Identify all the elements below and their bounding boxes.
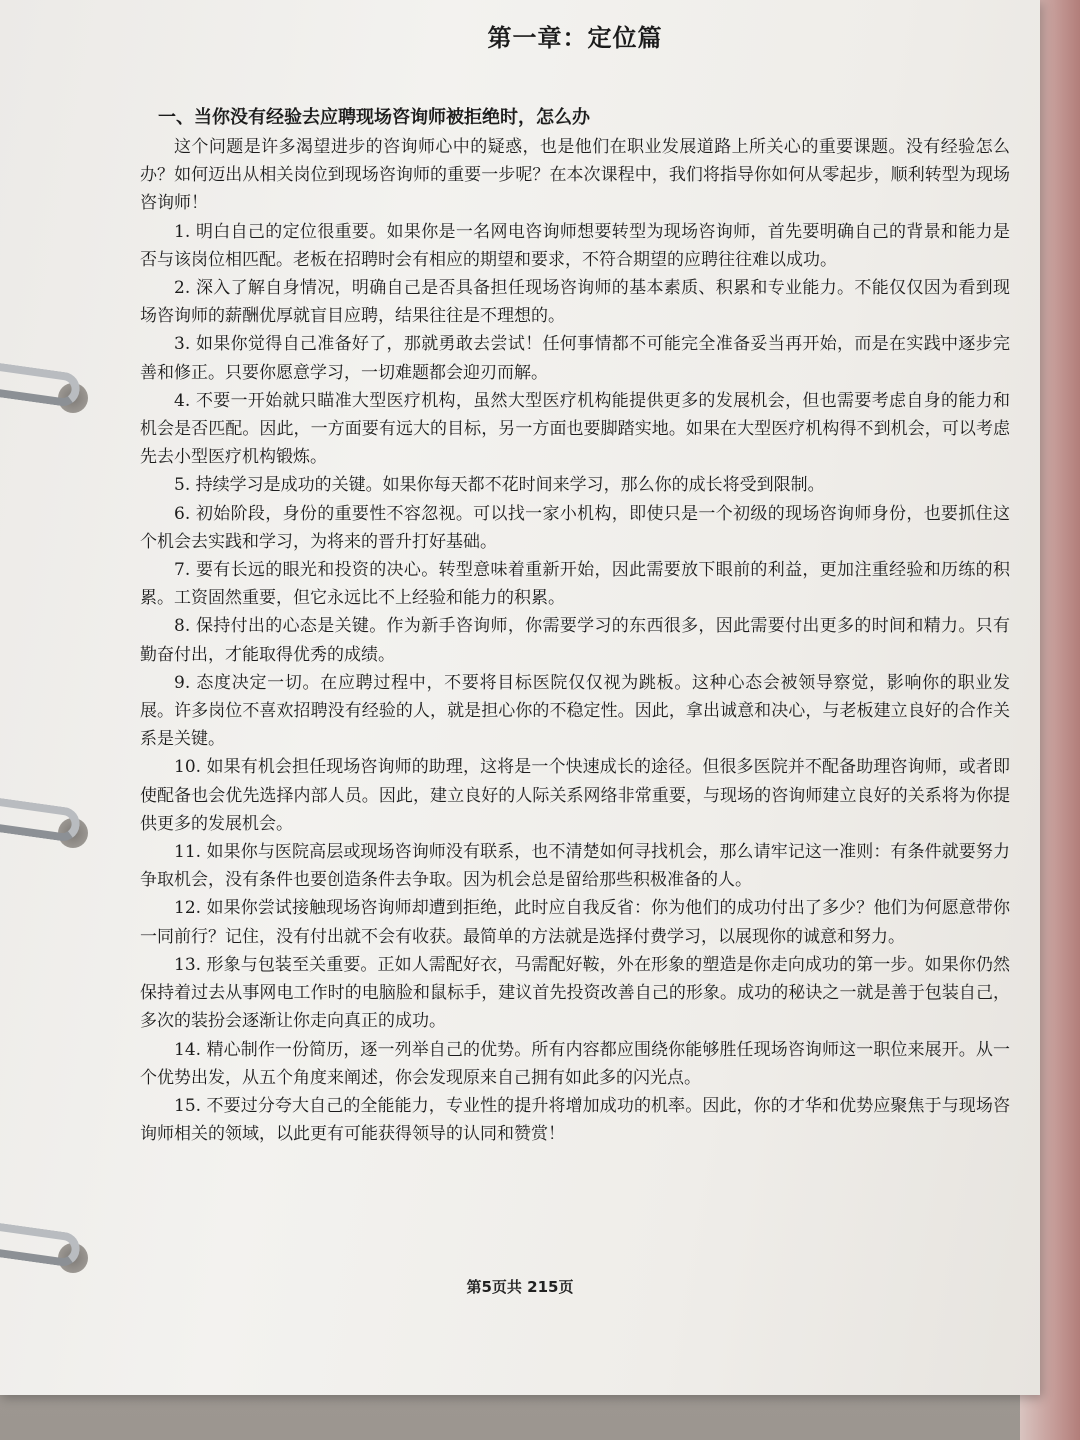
page-footer: 第5页共 215页 [466,1278,574,1296]
paragraph-item-8: 8. 保持付出的心态是关键。作为新手咨询师，你需要学习的东西很多，因此需要付出更多的时间和精力。只有勤奋付出，才能取得优秀的成绩。 [140,616,1010,665]
chapter-title: 第一章：定位篇 [487,24,663,52]
paragraph-item-15: 15. 不要过分夸大自己的全能能力，专业性的提升将增加成功的机率。因此，你的才华和优势应聚焦于与现场咨询师相关的领域，以此更有可能获得领导的认同和赞赏！ [140,1095,1010,1145]
paragraph-item-9: 9. 态度决定一切。在应聘过程中，不要将目标医院仅仅视为跳板。这种心态会被领导察觉，影响你的职业发展。许多岗位不喜欢招聘没有经验的人，就是担心你的不稳定性。因此，拿出诚意和决心，与老板建立良好的合作关系是关键。 [140,672,1010,750]
page-content [140,18,1010,1148]
paragraph-item-12: 12. 如果你尝试接触现场咨询师却遭到拒绝，此时应自我反省：你为他们的成功付出了多少？他们为何愿意带你一同前行？记住，没有付出就不会有收获。最简单的方法就是选择付费学习，以展现你的诚意和努力。 [140,898,1010,947]
paragraph-item-3: 3. 如果你觉得自己准备好了，那就勇敢去尝试！任何事情都不可能完全准备妥当再开始，而是在实践中逐步完善和修正。只要你愿意学习，一切难题都会迎刃而解。 [140,334,1010,383]
paragraph-item-5: 5. 持续学习是成功的关键。如果你每天都不花时间来学习，那么你的成长将受到限制。 [174,475,825,496]
paragraph-item-2: 2. 深入了解自身情况，明确自己是否具备担任现场咨询师的基本素质、积累和专业能力。不能仅仅因为看到现场咨询师的薪酬优厚就盲目应聘，结果往往是不理想的。 [140,278,1010,327]
paragraph-intro: 这个问题是许多渴望进步的咨询师心中的疑惑，也是他们在职业发展道路上所关心的重要课题。没有经验怎么办？如何迈出从相关岗位到现场咨询师的重要一步呢？在本次课程中，我们将指导你如何从零起步，顺利转型为现场咨询师！ [140,137,1010,214]
paragraph-item-11: 11. 如果你与医院高层或现场咨询师没有联系，也不清楚如何寻找机会，那么请牢记这一准则：有条件就要努力争取机会，没有条件也要创造条件去争取。因为机会总是留给那些积极准备的人。 [140,842,1010,891]
paragraph-item-4: 4. 不要一开始就只瞄准大型医疗机构，虽然大型医疗机构能提供更多的发展机会，但也需要考虑自身的能力和机会是否匹配。因此，一方面要有远大的目标，另一方面也要脚踏实地。如果在大型医疗机构得不到机会，可以考虑先去小型医疗机构锻炼。 [140,390,1010,468]
paragraph-item-1: 1. 明白自己的定位很重要。如果你是一名网电咨询师想要转型为现场咨询师，首先要明确自己的背景和能力是否与该岗位相匹配。老板在招聘时会有相应的期望和要求，不符合期望的应聘往往难以成功。 [140,221,1010,270]
paragraph-item-10: 10. 如果有机会担任现场咨询师的助理，这将是一个快速成长的途径。但很多医院并不配备助理咨询师，或者即使配备也会优先选择内部人员。因此，建立良好的人际关系网络非常重要，与现场的咨询师建立良好的关系将为你提供更多的发展机会。 [140,757,1010,834]
paragraph-item-14: 14. 精心制作一份简历，逐一列举自己的优势。所有内容都应围绕你能够胜任现场咨询师这一职位来展开。从一个优势出发，从五个角度来阐述，你会发现原来自己拥有如此多的闪光点。 [140,1039,1010,1088]
section-title: 一、当你没有经验去应聘现场咨询师被拒绝时，怎么办 [158,107,590,128]
paragraph-item-13: 13. 形象与包装至关重要。正如人需配好衣，马需配好鞍，外在形象的塑造是你走向成功的第一步。如果你仍然保持着过去从事网电工作时的电脑脸和鼠标手，建议首先投资改善自己的形象。成功的秘诀之一就是善于包装自己，多次的装扮会逐渐让你走向真正的成功。 [140,954,1010,1032]
paragraph-item-6: 6. 初始阶段，身份的重要性不容忽视。可以找一家小机构，即使只是一个初级的现场咨询师身份，也要抓住这个机会去实践和学习，为将来的晋升打好基础。 [140,503,1010,552]
paragraph-item-7: 7. 要有长远的眼光和投资的决心。转型意味着重新开始，因此需要放下眼前的利益，更加注重经验和历练的积累。工资固然重要，但它永远比不上经验和能力的积累。 [140,560,1010,609]
